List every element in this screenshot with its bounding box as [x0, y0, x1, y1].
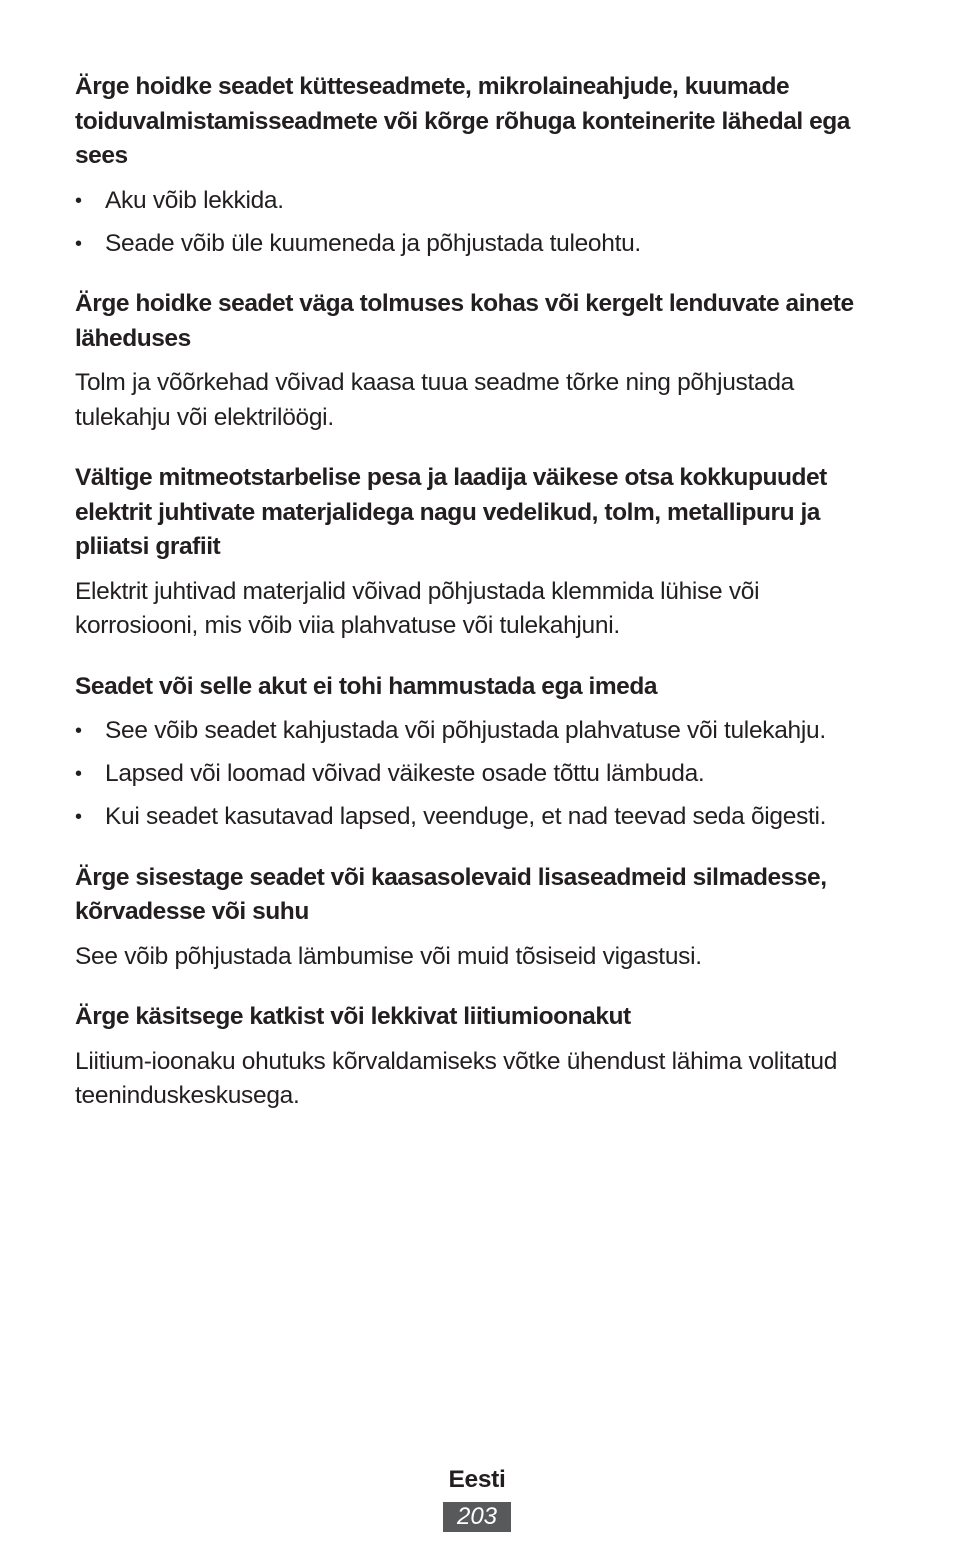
- page-footer: [0, 1464, 954, 1532]
- bullet-text: Kui seadet kasutavad lapsed, veenduge, et nad teevad seda õigesti.: [105, 803, 827, 830]
- section-heading: Ärge hoidke seadet kütteseadmete, mikrolaineahjude, kuumade toiduvalmistamisseadmete või kõrge rõhuga konteinerite lähedal ega sees: [75, 73, 850, 169]
- bullet-icon: •: [75, 763, 82, 785]
- bullet-item: [75, 800, 885, 835]
- bullet-icon: •: [75, 232, 82, 255]
- section-dust: [75, 287, 885, 435]
- bullet-icon: •: [75, 806, 82, 828]
- section-conductive-materials: [75, 461, 885, 644]
- section-heading: Ärge hoidke seadet väga tolmuses kohas või kergelt lenduvate ainete läheduses: [75, 290, 854, 352]
- bullet-list: [75, 184, 885, 262]
- section-heat-sources: [75, 70, 885, 261]
- bullet-icon: •: [75, 720, 82, 742]
- section-text: Elektrit juhtivad materjalid võivad põhjustada klemmida lühise või korrosiooni, mis võib viia plahvatuse või tulekahjuni.: [75, 577, 760, 639]
- page-number: 203: [443, 1502, 511, 1532]
- bullet-text: See võib seadet kahjustada või põhjustada plahvatuse või tulekahju.: [105, 717, 826, 744]
- footer-language: Eesti: [448, 1466, 506, 1493]
- bullet-item: [75, 714, 885, 749]
- bullet-item: [75, 227, 885, 262]
- bullet-icon: •: [75, 189, 82, 212]
- bullet-item: [75, 184, 885, 219]
- bullet-text: Lapsed või loomad võivad väikeste osade tõttu lämbuda.: [105, 760, 705, 787]
- section-heading: Vältige mitmeotstarbelise pesa ja laadija väikese otsa kokkupuudet elektrit juhtivate materjalidega nagu vedelikud, tolm, metallipuru ja pliiatsi grafiit: [75, 464, 827, 560]
- section-text: Liitium-ioonaku ohutuks kõrvaldamiseks võtke ühendust lähima volitatud teeninduskeskusega.: [75, 1047, 838, 1109]
- document-body: [75, 70, 885, 1140]
- section-insertion: [75, 861, 885, 975]
- bullet-text: Seade võib üle kuumeneda ja põhjustada tuleohtu.: [105, 229, 641, 257]
- section-heading: Ärge käsitsege katkist või lekkivat liitiumioonakut: [75, 1003, 631, 1030]
- section-text: Tolm ja võõrkehad võivad kaasa tuua seadme tõrke ning põhjustada tulekahju või elektrilöögi.: [75, 369, 794, 431]
- section-heading: Seadet või selle akut ei tohi hammustada ega imeda: [75, 672, 658, 700]
- bullet-text: Aku võib lekkida.: [105, 186, 284, 214]
- section-text: See võib põhjustada lämbumise või muid tõsiseid vigastusi.: [75, 942, 702, 970]
- bullet-list: [75, 714, 885, 835]
- bullet-item: [75, 757, 885, 792]
- section-biting: [75, 670, 885, 835]
- section-heading: Ärge sisestage seadet või kaasasolevaid lisaseadmeid silmadesse, kõrvadesse või suhu: [75, 863, 827, 925]
- section-battery-disposal: [75, 1000, 885, 1114]
